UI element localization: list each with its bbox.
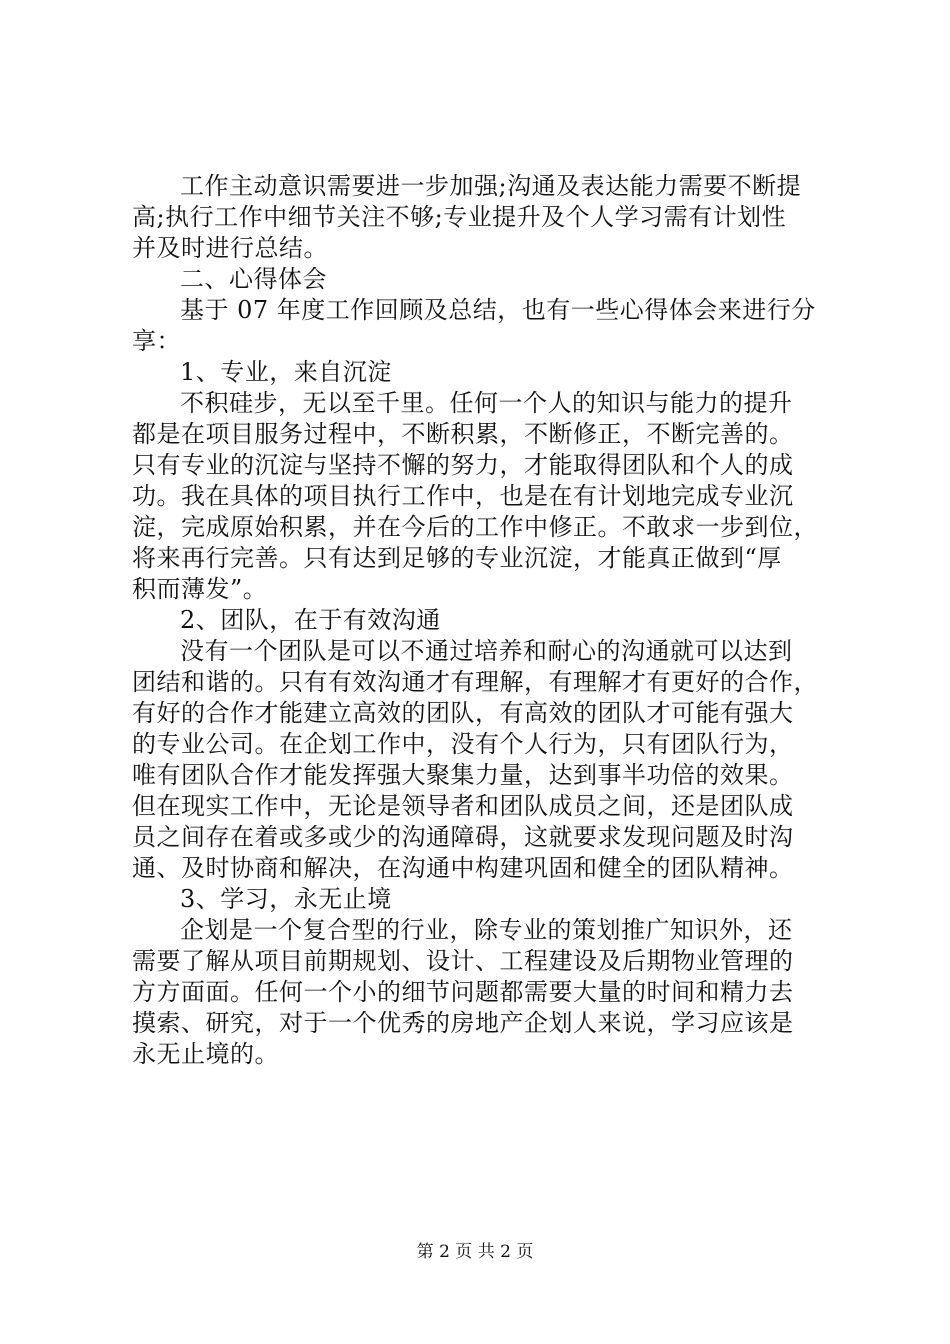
text-line: 员之间存在着或多或少的沟通障碍，这就要求发现问题及时沟 [132,823,794,851]
text-line: 二、心得体会 [180,265,327,293]
text-line: 享： [132,327,181,355]
text-line: 积而薄发”。 [132,575,268,603]
text-line: 基于 07 年度工作回顾及总结，也有一些心得体会来进行分 [180,296,816,324]
text-line: 3、学习，永无止境 [180,885,392,913]
text-line: 没有一个团队是可以不通过培养和耐心的沟通就可以达到 [180,637,793,665]
text-line: 功。我在具体的项目执行工作中，也是在有计划地完成专业沉 [132,482,794,510]
text-line: 方方面面。任何一个小的细节问题都需要大量的时间和精力去 [132,978,794,1006]
text-line: 企划是一个复合型的行业，除专业的策划推广知识外，还 [180,916,793,944]
text-line: 只有专业的沉淀与坚持不懈的努力，才能取得团队和个人的成 [132,451,794,479]
text-line: 通、及时协商和解决，在沟通中构建巩固和健全的团队精神。 [132,854,794,882]
text-line: 不积硅步，无以至千里。任何一个人的知识与能力的提升 [180,389,793,417]
text-line: 工作主动意识需要进一步加强;沟通及表达能力需要不断提 [180,172,802,200]
text-line: 有好的合作才能建立高效的团队，有高效的团队才可能有强大 [132,699,794,727]
text-line: 摸索、研究，对于一个优秀的房地产企划人来说，学习应该是 [132,1009,794,1037]
text-line: 永无止境的。 [132,1040,279,1068]
text-line: 将来再行完善。只有达到足够的专业沉淀，才能真正做到“厚 [132,544,782,572]
text-line: 1、专业，来自沉淀 [180,358,392,386]
text-line: 需要了解从项目前期规划、设计、工程建设及后期物业管理的 [132,947,794,975]
page-footer: 第 2 页 共 2 页 [416,1242,534,1262]
text-line: 淀，完成原始积累，并在今后的工作中修正。不敢求一步到位， [132,513,818,541]
text-line: 唯有团队合作才能发挥强大聚集力量，达到事半功倍的效果。 [132,761,794,789]
text-line: 团结和谐的。只有有效沟通才有理解，有理解才有更好的合作， [132,668,818,696]
text-line: 高;执行工作中细节关注不够;专业提升及个人学习需有计划性 [132,203,787,231]
text-line: 的专业公司。在企划工作中，没有个人行为，只有团队行为， [132,730,794,758]
text-line: 但在现实工作中，无论是领导者和团队成员之间，还是团队成 [132,792,794,820]
text-line: 2、团队，在于有效沟通 [180,606,441,634]
text-line: 并及时进行总结。 [132,234,328,262]
text-line: 都是在项目服务过程中，不断积累，不断修正，不断完善的。 [132,420,794,448]
document-body [132,171,822,1070]
